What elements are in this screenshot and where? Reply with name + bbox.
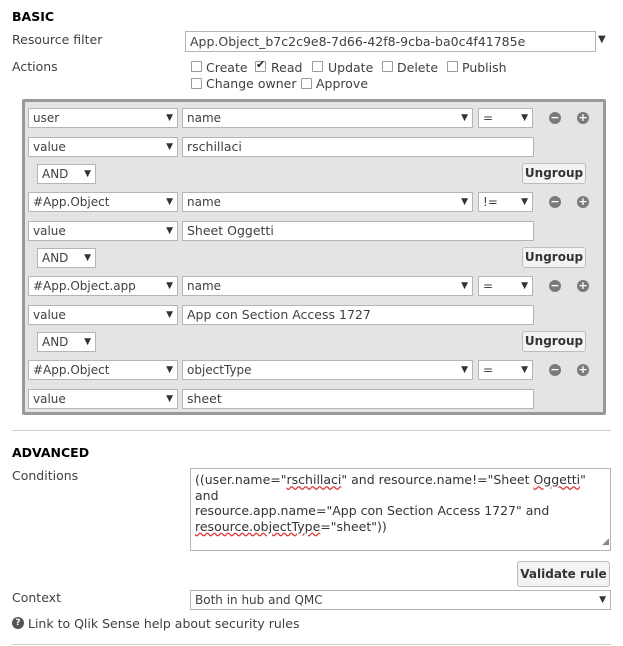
value-type-select[interactable]: value ▼ xyxy=(28,305,178,325)
plus-circle-icon[interactable]: + xyxy=(578,363,588,376)
value-type-select[interactable]: value ▼ xyxy=(28,389,178,409)
value-input[interactable]: rschillaci xyxy=(182,137,534,157)
value-input[interactable]: sheet xyxy=(182,389,534,409)
conjunction-select[interactable]: AND ▼ xyxy=(37,332,96,352)
chevron-down-icon: ▼ xyxy=(521,197,528,207)
approve-checkbox[interactable] xyxy=(301,78,312,89)
plus-circle-icon[interactable]: + xyxy=(578,195,588,208)
minus-circle-icon[interactable]: − xyxy=(550,279,560,292)
resource-select[interactable]: #App.Object ▼ xyxy=(28,360,178,380)
chevron-down-icon: ▼ xyxy=(84,169,91,179)
action-create-label: Create xyxy=(206,60,248,75)
value-input[interactable]: App con Section Access 1727 xyxy=(182,305,534,325)
chevron-down-icon: ▼ xyxy=(166,281,173,291)
value-input[interactable]: Sheet Oggetti xyxy=(182,221,534,241)
actions-label: Actions xyxy=(12,59,58,74)
conditions-line-3: resource.objectType="sheet")) xyxy=(195,518,387,534)
resize-handle-icon[interactable]: ◢ xyxy=(602,536,609,547)
action-update[interactable] xyxy=(312,60,323,75)
bottom-divider xyxy=(12,644,611,645)
resource-filter-input[interactable]: App.Object_b7c2c9e8-7d66-42f8-9cba-ba0c4f41785e xyxy=(185,31,596,52)
chevron-down-icon: ▼ xyxy=(599,595,606,605)
action-approve-label: Approve xyxy=(316,76,369,91)
help-link[interactable]: Link to Qlik Sense help about security rules xyxy=(28,616,300,631)
value-type-select[interactable]: value ▼ xyxy=(28,137,178,157)
value-type-select[interactable]: value ▼ xyxy=(28,221,178,241)
chevron-down-icon: ▼ xyxy=(461,197,468,207)
section-divider xyxy=(12,430,611,431)
chevron-down-icon: ▼ xyxy=(84,337,91,347)
basic-section-title: BASIC xyxy=(12,9,55,24)
conditions-label: Conditions xyxy=(12,468,79,483)
resource-filter-dropdown-icon[interactable]: ▼ xyxy=(598,34,606,45)
minus-circle-icon[interactable]: − xyxy=(550,111,560,124)
publish-checkbox[interactable] xyxy=(447,61,458,72)
conjunction-select[interactable]: AND ▼ xyxy=(37,164,96,184)
minus-circle-icon[interactable]: − xyxy=(550,195,560,208)
resource-select[interactable]: user ▼ xyxy=(28,108,178,128)
resource-select[interactable]: #App.Object ▼ xyxy=(28,192,178,212)
chevron-down-icon: ▼ xyxy=(166,113,173,123)
read-checkbox[interactable] xyxy=(255,61,266,72)
property-select[interactable]: objectType ▼ xyxy=(182,360,473,380)
conjunction-select[interactable]: AND ▼ xyxy=(37,248,96,268)
plus-circle-icon[interactable]: + xyxy=(578,111,588,124)
chevron-down-icon: ▼ xyxy=(521,281,528,291)
chevron-down-icon: ▼ xyxy=(166,394,173,404)
chevron-down-icon: ▼ xyxy=(166,310,173,320)
action-update-label: Update xyxy=(328,60,374,75)
ungroup-button[interactable]: Ungroup xyxy=(522,331,586,352)
action-create[interactable] xyxy=(191,60,202,75)
validate-rule-button[interactable]: Validate rule xyxy=(517,561,610,587)
action-publish[interactable] xyxy=(447,60,458,75)
minus-circle-icon[interactable]: − xyxy=(550,363,560,376)
chevron-down-icon: ▼ xyxy=(166,197,173,207)
context-select[interactable]: Both in hub and QMC ▼ xyxy=(190,590,611,610)
conditions-textarea[interactable] xyxy=(190,468,611,551)
chevron-down-icon: ▼ xyxy=(166,226,173,236)
operator-select[interactable]: = ▼ xyxy=(478,360,533,380)
question-circle-icon: ? xyxy=(12,617,24,629)
update-checkbox[interactable] xyxy=(312,61,323,72)
chevron-down-icon: ▼ xyxy=(461,365,468,375)
operator-select[interactable]: != ▼ xyxy=(478,192,533,212)
operator-select[interactable]: = ▼ xyxy=(478,276,533,296)
chevron-down-icon: ▼ xyxy=(166,365,173,375)
chevron-down-icon: ▼ xyxy=(521,365,528,375)
action-delete-label: Delete xyxy=(397,60,439,75)
ungroup-button[interactable]: Ungroup xyxy=(522,247,586,268)
delete-checkbox[interactable] xyxy=(382,61,393,72)
conditions-line-1: ((user.name="rschillaci" and resource.name!="Sheet Oggetti" and xyxy=(195,472,586,503)
chevron-down-icon: ▼ xyxy=(166,142,173,152)
property-select[interactable]: name ▼ xyxy=(182,276,473,296)
ungroup-button[interactable]: Ungroup xyxy=(522,163,586,184)
create-checkbox[interactable] xyxy=(191,61,202,72)
action-publish-label: Publish xyxy=(462,60,507,75)
advanced-section-title: ADVANCED xyxy=(12,445,90,460)
action-change-owner-label: Change owner xyxy=(206,76,297,91)
conditions-line-2: resource.app.name="App con Section Access 1727" and xyxy=(195,503,550,518)
chevron-down-icon: ▼ xyxy=(461,281,468,291)
action-change-owner[interactable] xyxy=(191,77,202,92)
action-delete[interactable] xyxy=(382,60,393,75)
action-read[interactable] xyxy=(255,60,266,75)
action-read-label: Read xyxy=(271,60,303,75)
plus-circle-icon[interactable]: + xyxy=(578,279,588,292)
resource-select[interactable]: #App.Object.app ▼ xyxy=(28,276,178,296)
chevron-down-icon: ▼ xyxy=(521,113,528,123)
change-owner-checkbox[interactable] xyxy=(191,78,202,89)
property-select[interactable]: name ▼ xyxy=(182,192,473,212)
context-label: Context xyxy=(12,590,61,605)
chevron-down-icon: ▼ xyxy=(84,253,91,263)
resource-filter-label: Resource filter xyxy=(12,32,103,47)
chevron-down-icon: ▼ xyxy=(461,113,468,123)
action-approve[interactable] xyxy=(301,77,312,92)
property-select[interactable]: name ▼ xyxy=(182,108,473,128)
operator-select[interactable]: = ▼ xyxy=(478,108,533,128)
